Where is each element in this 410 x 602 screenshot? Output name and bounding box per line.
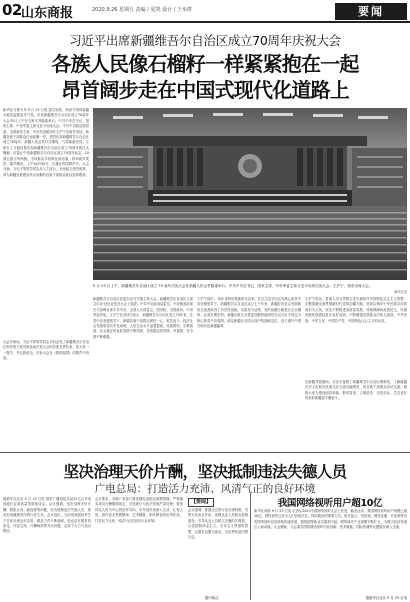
second-body-col3: 会议强调，要健全完善行业自律机制，发挥行业协会作用，加强从业人员职业道德建设，引导从业人员树立正确的名利观，自觉抵制拜金主义、享乐主义等错误思想，以德艺双馨为追求，以优秀作品回馈社会。 xyxy=(188,508,248,540)
lead-body-col2: 新疆维吾尔自治区党委书记马兴瑞主持大会。新疆维吾尔自治区主席艾尔肯·吐尼亚孜在大会上致辞。中共中央政治局委员、中央统战部部长石泰峰宣读中共中央、全国人大常委会、国务院、全国政协、中央军委贺电。王沪宁在讲话中表示，新疆维吾尔自治区成立70年来，在党中央坚强领导下，新疆各族干部群众团结一心、艰苦奋斗，经济社会发展取得历史性成就，人民生活水平显著提高，民族团结、宗教和谐、社会稳定的良好局面不断巩固，各族群众获得感、幸福感、安全感不断增强。 xyxy=(93,297,193,339)
photo-caption: 9 月 25 日上午，新疆维吾尔自治区成立 70 周年庆祝大会在新疆人民会堂隆重举行。中共中央总书记、国家主席、中央军委主席习近平出席庆祝大会。王沪宁、蔡奇出席大会。 xyxy=(93,284,373,288)
page-number: 02 xyxy=(2,1,22,19)
lead-body-col5: 王沪宁指出，要深入学习贯彻习近平新时代中国特色社会主义思想，完整准确全面贯彻新时代党的治疆方略，坚持以铸牢中华民族共同体意识为主线，坚定不移推进高质量发展，持续保障和改善民生，巩固发展民族团结进步良好局面，不断增强各族群众对伟大祖国、中华民族、中华文化、中国共产党、中国特色社会主义的认同。 xyxy=(305,297,407,323)
second-body-col1: 据新华社北京 9 月 25 日电 国家广播电视总局25日召开电视剧行业高质量发展座谈会。会议强调，坚决治理天价片酬、阴阳合同、偷逃税等问题，坚决抵制违法失德人员，推动形成健康有序的行业生态。会议指出，当前电视剧创作生产总体呈现良好态势，精品力作不断涌现，但也存在题材同质化、内容空洞、片酬畸高等突出问题，必须下大力气加以整治。 xyxy=(3,497,91,534)
lead-photo xyxy=(93,108,407,280)
lead-headline-line2: 昂首阔步走在中国式现代化道路上 xyxy=(61,78,349,102)
lead-kicker: 习近平出席新疆维吾尔自治区成立70周年庆祝大会 xyxy=(69,33,341,48)
sidebar-headline: 我国网络视听用户超10亿 xyxy=(277,498,383,509)
hall-scene-photo xyxy=(93,108,407,280)
lead-headline-line1: 各族人民像石榴籽一样紧紧抱在一起 xyxy=(51,52,359,76)
masthead-rule xyxy=(0,21,410,23)
sidebar-tag: 【要闻】 xyxy=(188,498,214,507)
second-credit: 据中新社 xyxy=(205,596,219,600)
section-divider xyxy=(0,452,410,453)
second-subhead: 广电总局：打造活力充沛、风清气正的良好环境 xyxy=(94,483,316,495)
second-headline: 坚决治理天价片酬，坚决抵制违法失德人员 xyxy=(63,463,347,481)
photo-credit: 新华社发 xyxy=(394,290,407,294)
lead-body-col6: 在新疆考察期间，习近平视察了新疆维吾尔自治区博物馆，了解新疆历史文化和各民族交往交流交融情况，同各族干部群众亲切交流，勉励大家为建设团结和谐、繁荣富裕、文明进步、安居乐业、生态良好的美好新疆而不懈奋斗。 xyxy=(305,380,407,401)
masthead xyxy=(0,0,410,21)
column-rule xyxy=(250,494,251,600)
second-body-col2: 会议要求，各级广电部门要加强电视剧全流程管理，严格落实演员片酬限制规定，对违规行为依法依规严肃处理；要坚持以人民为中心的创作导向，引导创作者深入生活、扎根人民，创作更多思想精深、艺术精湛、制作精良的优秀作品，打造活力充沛、风清气正的良好行业环境。 xyxy=(95,497,183,523)
lead-body-col4: 大会开始前，习近平等领导同志亲切会见了新疆维吾尔自治区领导班子成员和参加庆祝大会的各族各界代表，同大家一一握手，并合影留念。庆祝大会在《歌唱祖国》的歌声中结束。 xyxy=(3,340,89,361)
lead-body-col1: 新华社乌鲁木齐 9 月 25 日电 碧空如洗、秋高气爽的新疆大地洋溢着喜庆气氛。庆祝新疆维吾尔自治区成立70周年大会25日上午在乌鲁木齐隆重举行。中共中央总书记、国家主席、中央军委主席习近平出席大会。中共中央政治局常委、全国政协主席、中央代表团团长王沪宁出席并讲话。新疆各族干部群众代表欢聚一堂，热烈庆祝新疆维吾尔自治区成立70周年。新疆人民会堂灯光璀璨，气氛隆重热烈。主席台上方悬挂着庆祝新疆维吾尔自治区成立70周年的巨大横幅，后幕正中是新疆维吾尔自治区成立70周年标志，10面红旗分列两侧。全场群众手持鲜花和彩旗，现场欢声笑语、歌声嘹亮。上午10时30分，在雄壮的国歌声中，大会开始。习近平等领导同志步入主席台，全场起立热烈鼓掌，向为新疆发展建设作出贡献的各族干部群众致以崇高敬意。 xyxy=(3,108,89,177)
paper-name: 山东商报 xyxy=(21,6,74,21)
sidebar-body: 新华社成都 9 月 25 日电 记者从2025中国网络视听大会上获悉，截至目前，我国网络视听用户规模已超10亿，网络视听已成为人们获取信息、休闲娱乐的重要方式。报告显示，短视频、网络直播、长视频等各类网络视听应用持续快速发展，微短剧等新业态蓬勃兴起，网络视听产业规模不断扩大，为数字经济发展注入新动能。大会期间，与会嘉宾围绕网络视听内容创新、技术赋能、国际传播等议题展开深入交流。 xyxy=(254,509,407,530)
issue-meta: 2020.9.26 星期五 责编 / 夏凯 设计 / 王举群 xyxy=(92,7,192,13)
sidebar-credit: 据新华社北京 9 月 25 日电 xyxy=(365,596,407,600)
lead-body-col3: 王沪宁指出，70年来特别是新时代以来，在以习近平同志为核心的党中央坚强领导下，新疆维吾尔自治区成立七十年来，新疆经济社会发展和民生改善取得了历史性成就。实践充分证明，党的治疆方略是完全正确的，必须长期坚持。新疆各族儿女要更加紧密地团结在以习近平同志为核心的党中央周围，锚定新疆在全国大局中的战略定位，奋力谱写中国式现代化新疆篇章。 xyxy=(197,297,301,329)
section-label: 要闻 xyxy=(335,3,407,20)
